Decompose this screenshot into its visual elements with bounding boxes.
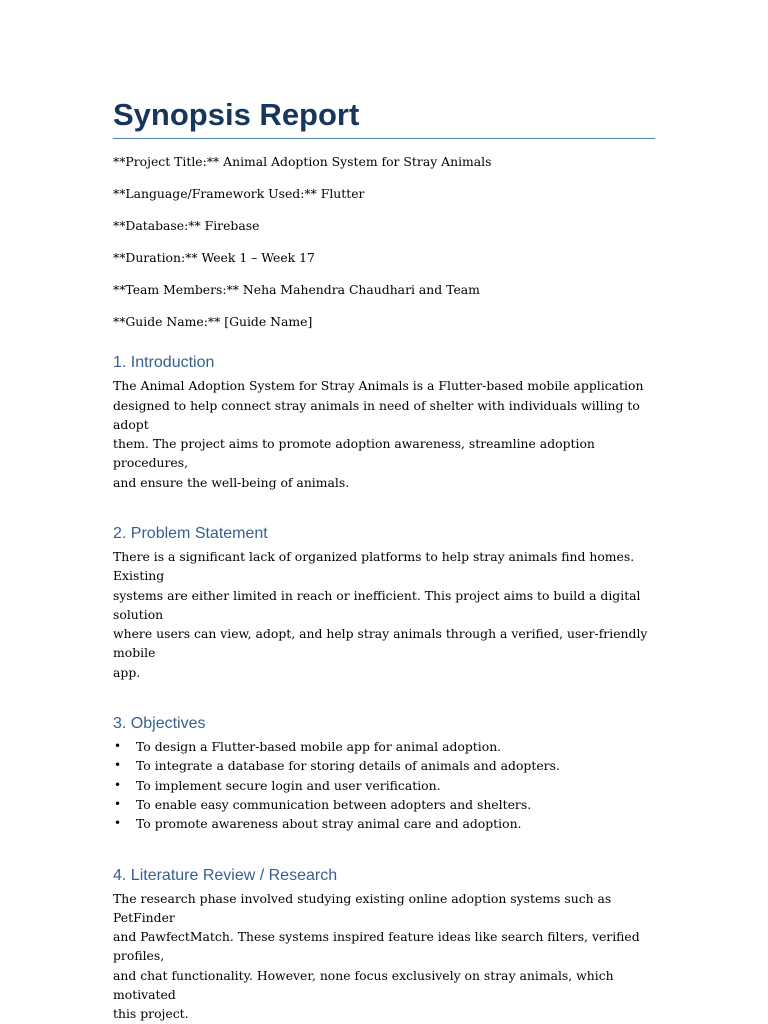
body-line: The research phase involved studying existing online adoption systems such as PetFinder: [113, 890, 612, 925]
bullet-icon: •: [114, 739, 122, 754]
meta-database: **Database:** Firebase: [113, 217, 260, 233]
list-item: [113, 776, 655, 795]
bullet-icon: •: [114, 758, 122, 773]
body-line: There is a significant lack of organized platforms to help stray animals find homes. Existing: [113, 549, 635, 584]
section-heading-literature-review: 4. Literature Review / Research: [113, 866, 338, 884]
section-objectives: [113, 714, 655, 833]
meta-team-members: **Team Members:** Neha Mahendra Chaudhari and Team: [113, 281, 480, 297]
section-introduction: [113, 353, 655, 492]
section-problem-statement: [113, 524, 655, 682]
list-item-text: To integrate a database for storing details of animals and adopters.: [136, 758, 560, 774]
body-line: and chat functionality. However, none focus exclusively on stray animals, which motivated: [113, 967, 614, 1003]
body-line: this project.: [113, 1006, 189, 1022]
section-heading-introduction: 1. Introduction: [113, 354, 215, 372]
body-line: and ensure the well-being of animals.: [113, 474, 350, 490]
objectives-list: [113, 737, 655, 833]
bullet-icon: •: [114, 816, 122, 831]
body-line: systems are either limited in reach or inefficient. This project aims to build a digital solution: [113, 587, 641, 622]
list-item-text: To design a Flutter-based mobile app for animal adoption.: [136, 739, 502, 755]
document-title: Synopsis Report: [113, 97, 360, 132]
bullet-icon: •: [114, 777, 122, 792]
meta-language-framework: **Language/Framework Used:** Flutter: [113, 185, 365, 201]
list-item: [113, 737, 655, 756]
list-item: [113, 814, 655, 833]
list-item-text: To implement secure login and user verification.: [136, 777, 441, 793]
section-body-problem-statement: [113, 547, 658, 682]
body-line: designed to help connect stray animals in need of shelter with individuals willing to adopt: [113, 397, 640, 432]
list-item-text: To enable easy communication between adopters and shelters.: [136, 796, 532, 812]
meta-project-title: **Project Title:** Animal Adoption System for Stray Animals: [113, 154, 492, 169]
body-line: and PawfectMatch. These systems inspired feature ideas like search filters, verified profiles,: [113, 929, 640, 964]
section-heading-objectives: 3. Objectives: [113, 715, 206, 733]
body-line: The Animal Adoption System for Stray Animals is a Flutter-based mobile application: [113, 378, 644, 394]
list-item: [113, 795, 655, 814]
meta-duration: **Duration:** Week 1 – Week 17: [113, 249, 315, 265]
project-meta: [113, 152, 655, 331]
list-item: [113, 756, 655, 775]
list-item-text: To promote awareness about stray animal care and adoption.: [136, 816, 522, 832]
meta-guide-name: **Guide Name:** [Guide Name]: [113, 313, 313, 329]
section-literature-review: [113, 866, 655, 1024]
section-body-literature-review: [113, 889, 658, 1024]
body-line: them. The project aims to promote adoption awareness, streamline adoption procedures,: [113, 436, 595, 471]
body-line: where users can view, adopt, and help stray animals through a verified, user-friendly mobile: [113, 626, 648, 661]
title-divider: [113, 138, 655, 139]
bullet-icon: •: [114, 796, 122, 811]
section-body-introduction: [113, 376, 658, 492]
section-heading-problem-statement: 2. Problem Statement: [113, 525, 268, 542]
body-line: app.: [113, 664, 141, 680]
